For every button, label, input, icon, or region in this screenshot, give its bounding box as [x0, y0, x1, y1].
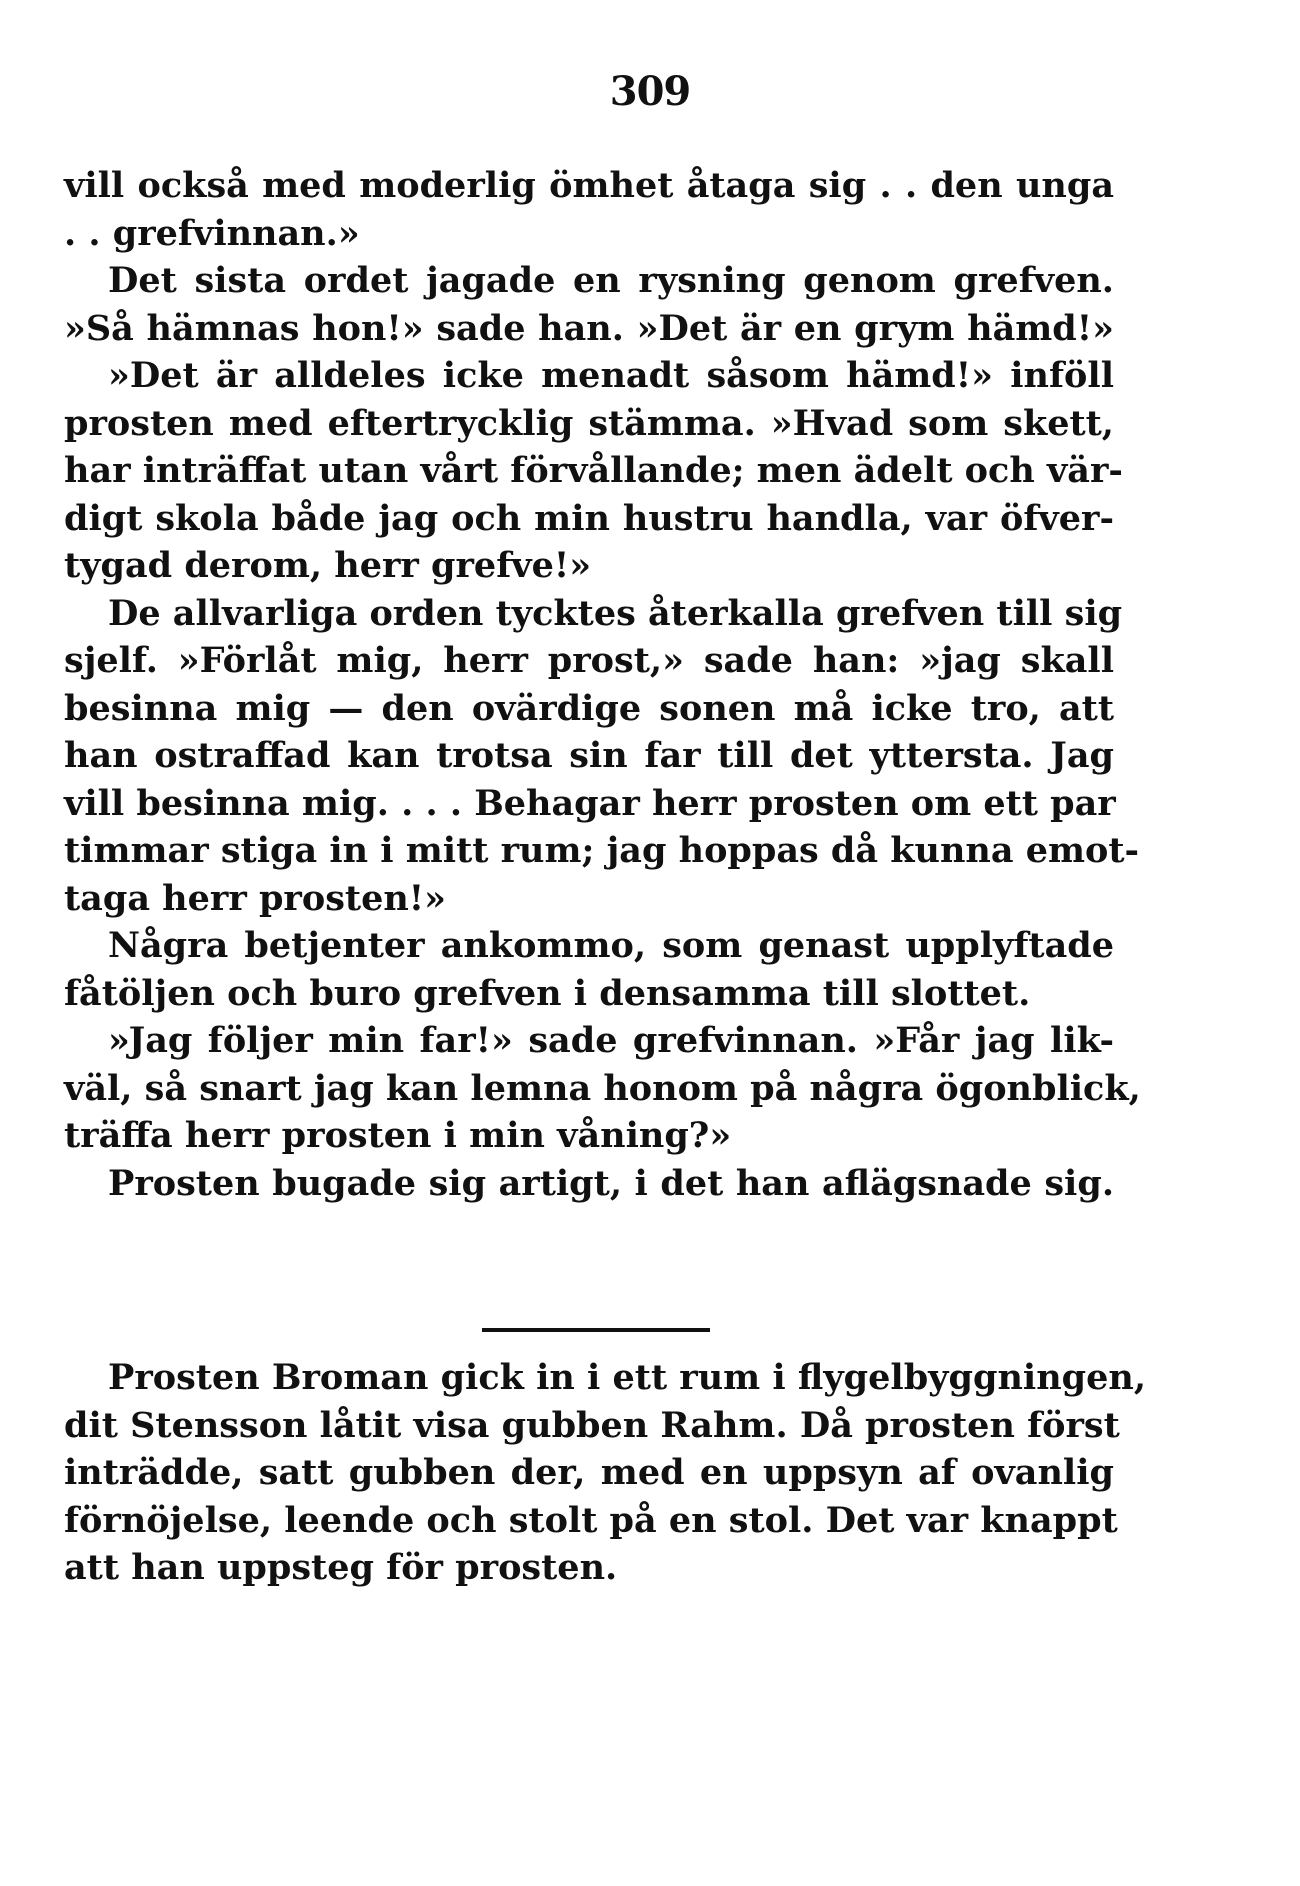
- text-line: prosten med eftertrycklig stämma. »Hvad som skett,: [64, 402, 1114, 444]
- text-line: digt skola både jag och min hustru handla, var öfver-: [64, 497, 1114, 539]
- text-block-upper: [64, 162, 1141, 1207]
- text-line: »Så hämnas hon!» sade han. »Det är en grym hämd!»: [64, 307, 1114, 349]
- text-line: han ostraffad kan trotsa sin far till det yttersta. Jag: [64, 735, 1114, 776]
- page-number: 309: [609, 68, 691, 115]
- text-line: De allvarliga orden tycktes återkalla grefven till sig: [108, 592, 1123, 634]
- text-line: fåtöljen och buro grefven i densamma till slottet.: [64, 972, 1031, 1014]
- text-block-lower: [64, 1354, 1147, 1592]
- text-line: har inträffat utan vårt förvållande; men ädelt och vär-: [64, 450, 1123, 491]
- text-line: Prosten Broman gick in i ett rum i flygelbyggningen,: [108, 1357, 1147, 1398]
- text-line: Prosten bugade sig artigt, i det han aflägsnade sig.: [108, 1162, 1114, 1204]
- text-line: att han uppsteg för prosten.: [64, 1547, 618, 1588]
- text-line: . . grefvinnan.»: [64, 212, 360, 254]
- text-line: sjelf. »Förlåt mig, herr prost,» sade han: »jag skall: [64, 640, 1114, 681]
- text-line: besinna mig — den ovärdige sonen må icke tro, att: [64, 687, 1114, 729]
- text-line: förnöjelse, leende och stolt på en stol. Det var knappt: [64, 1499, 1118, 1541]
- text-line: »Jag följer min far!» sade grefvinnan. »Får jag lik-: [108, 1020, 1114, 1061]
- text-line: väl, så snart jag kan lemna honom på några ögonblick,: [64, 1067, 1141, 1109]
- text-line: timmar stiga in i mitt rum; jag hoppas då kunna emot-: [64, 830, 1140, 871]
- text-line: Några betjenter ankommo, som genast upplyftade: [108, 925, 1114, 966]
- section-separator-rule: [482, 1328, 710, 1332]
- text-line: »Det är alldeles icke menadt såsom hämd!» inföll: [108, 355, 1114, 396]
- text-line: dit Stensson låtit visa gubben Rahm. Då prosten först: [64, 1404, 1120, 1446]
- text-line: taga herr prosten!»: [64, 877, 447, 919]
- text-line: vill också med moderlig ömhet åtaga sig . . den unga: [64, 165, 1114, 206]
- text-line: träffa herr prosten i min våning?»: [64, 1115, 732, 1156]
- text-line: Det sista ordet jagade en rysning genom grefven.: [108, 260, 1114, 301]
- text-line: tygad derom, herr grefve!»: [64, 545, 592, 586]
- text-line: inträdde, satt gubben der, med en uppsyn af ovanlig: [64, 1452, 1114, 1493]
- text-line: vill besinna mig. . . . Behagar herr prosten om ett par: [64, 782, 1116, 824]
